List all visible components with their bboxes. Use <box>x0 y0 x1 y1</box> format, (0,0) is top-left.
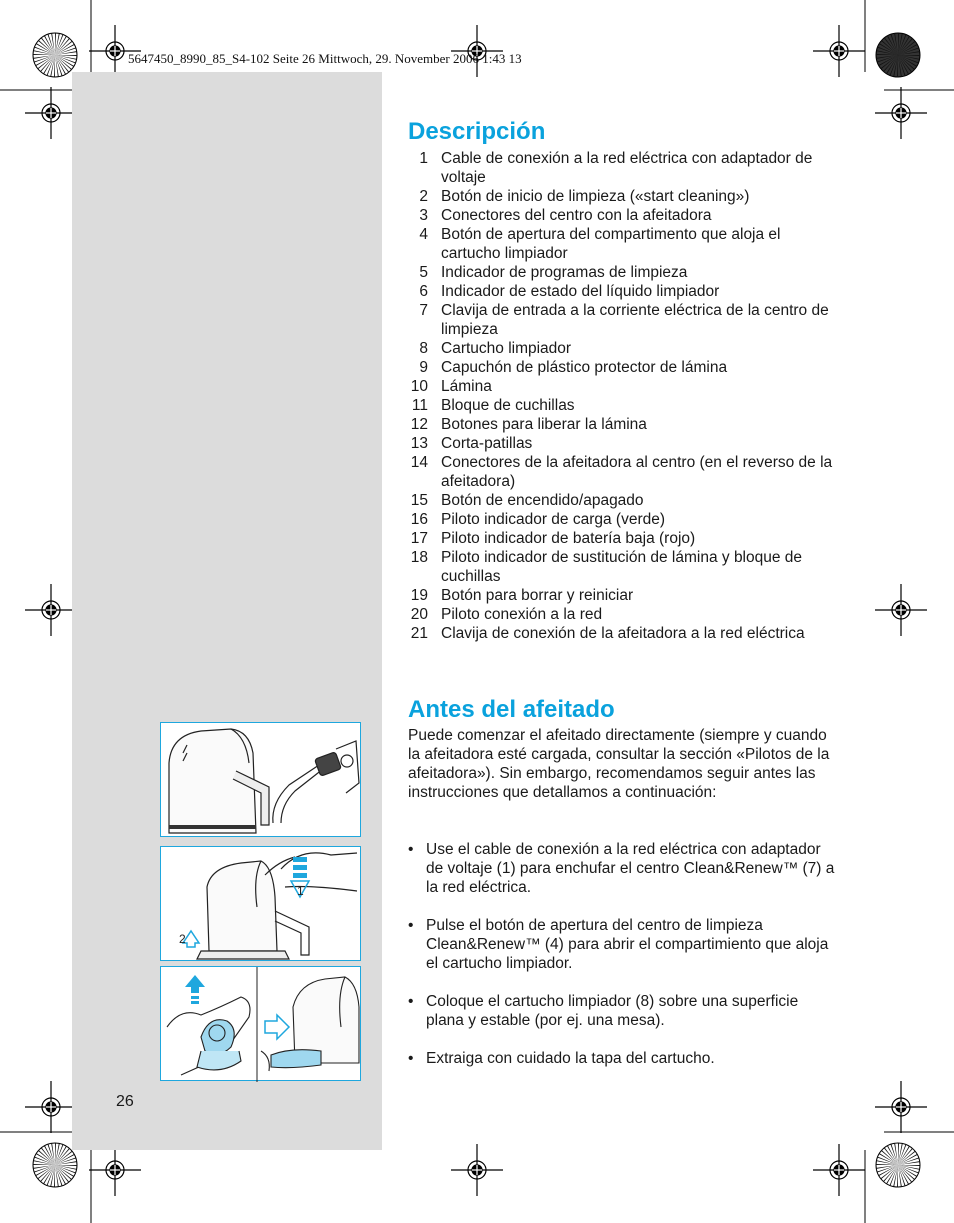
bullet-dot: • <box>408 1050 414 1067</box>
description-item-number: 19 <box>410 587 428 604</box>
registration-mark <box>25 1081 77 1133</box>
registration-mark <box>89 1144 141 1196</box>
description-item <box>408 377 848 396</box>
description-list <box>408 149 848 643</box>
description-item-text: Cable de conexión a la red eléctrica con adaptador de voltaje <box>441 150 813 186</box>
description-item <box>408 624 848 643</box>
starburst-target <box>33 1143 77 1187</box>
description-item-number: 10 <box>410 378 428 395</box>
registration-mark <box>813 1144 865 1196</box>
bullet-text: Pulse el botón de apertura del centro de limpieza Clean&Renew™ (4) para abrir el compartimiento que aloja el cartucho limpiador. <box>426 917 829 972</box>
starburst-target <box>876 33 920 77</box>
bullet-text: Coloque el cartucho limpiador (8) sobre una superficie plana y estable (por ej. una mesa). <box>426 993 799 1029</box>
description-item <box>408 339 848 358</box>
description-item <box>408 301 848 339</box>
description-item-text: Botón de encendido/apagado <box>441 492 644 509</box>
bullet-text: Extraiga con cuidado la tapa del cartucho. <box>426 1050 715 1067</box>
figure-callout-2: 2 <box>179 932 186 946</box>
bullet-dot: • <box>408 917 414 934</box>
bullet-item <box>408 992 838 1030</box>
description-item-number: 20 <box>410 606 428 623</box>
page-number: 26 <box>116 1093 134 1110</box>
description-item-number: 4 <box>419 226 428 243</box>
description-item-text: Botón de apertura del compartimento que aloja el cartucho limpiador <box>441 226 781 262</box>
registration-mark <box>813 25 865 77</box>
description-item <box>408 282 848 301</box>
before-shaving-intro: Puede comenzar el afeitado directamente (siempre y cuando la afeitadora esté cargada, consultar la sección «Pilotos de la afeitadora»). Sin embargo, recomendamos seguir antes las instrucciones que detallamos a continuación: <box>408 727 830 801</box>
figure-open-compartment <box>160 846 361 961</box>
description-item-number: 17 <box>410 530 428 547</box>
description-item-text: Piloto indicador de carga (verde) <box>441 511 666 528</box>
description-item <box>408 225 848 263</box>
description-item-text: Capuchón de plástico protector de lámina <box>441 359 728 376</box>
figure-callout-1: 1 <box>297 884 304 898</box>
bullet-item <box>408 1049 838 1068</box>
description-item-number: 14 <box>410 454 428 471</box>
description-item-number: 9 <box>419 359 428 376</box>
description-item-text: Clavija de conexión de la afeitadora a la red eléctrica <box>441 625 805 642</box>
description-item-number: 6 <box>419 283 428 300</box>
figure-cartridge <box>160 966 361 1081</box>
before-shaving-heading: Antes del afeitado <box>408 696 615 723</box>
description-item-text: Botones para liberar la lámina <box>441 416 647 433</box>
description-item-text: Indicador de programas de limpieza <box>441 264 688 281</box>
description-item <box>408 187 848 206</box>
description-item-text: Cartucho limpiador <box>441 340 572 357</box>
description-heading: Descripción <box>408 118 546 145</box>
description-item-text: Clavija de entrada a la corriente eléctrica de la centro de limpieza <box>441 302 829 338</box>
description-item-number: 1 <box>419 150 428 167</box>
description-item-number: 2 <box>419 188 428 205</box>
registration-mark <box>25 584 77 636</box>
description-item-number: 18 <box>410 549 428 566</box>
description-item-number: 3 <box>419 207 428 224</box>
description-item <box>408 396 848 415</box>
starburst-target <box>876 1143 920 1187</box>
description-item <box>408 510 848 529</box>
registration-mark <box>875 87 927 139</box>
open-compartment-illustration <box>161 847 362 962</box>
description-item <box>408 586 848 605</box>
description-item-number: 13 <box>410 435 428 452</box>
description-item-number: 21 <box>410 625 428 642</box>
description-item <box>408 491 848 510</box>
description-item-text: Indicador de estado del líquido limpiador <box>441 283 720 300</box>
description-item <box>408 206 848 225</box>
bullet-item <box>408 916 838 973</box>
description-item-text: Lámina <box>441 378 492 395</box>
description-item-number: 7 <box>419 302 428 319</box>
plug-illustration <box>161 723 362 838</box>
description-item-text: Conectores del centro con la afeitadora <box>441 207 712 224</box>
description-item <box>408 605 848 624</box>
description-item-text: Botón para borrar y reiniciar <box>441 587 634 604</box>
cartridge-illustration <box>161 967 362 1082</box>
description-item-text: Conectores de la afeitadora al centro (en el reverso de la afeitadora) <box>441 454 833 490</box>
description-item-text: Botón de inicio de limpieza («start cleaning») <box>441 188 750 205</box>
figure-plug-in <box>160 722 361 837</box>
description-item <box>408 415 848 434</box>
description-item-text: Piloto conexión a la red <box>441 606 603 623</box>
print-slug-line: 5647450_8990_85_S4-102 Seite 26 Mittwoch, 29. November 2006 1:43 13 <box>128 51 522 66</box>
description-item <box>408 548 848 586</box>
description-item-number: 16 <box>410 511 428 528</box>
registration-mark <box>875 584 927 636</box>
registration-mark <box>451 1144 503 1196</box>
description-item-text: Corta-patillas <box>441 435 533 452</box>
description-item <box>408 434 848 453</box>
description-item <box>408 263 848 282</box>
bullet-item <box>408 840 838 897</box>
description-item-number: 15 <box>410 492 428 509</box>
description-item-number: 12 <box>410 416 428 433</box>
description-item-number: 11 <box>411 397 428 414</box>
bullet-dot: • <box>408 841 414 858</box>
registration-mark <box>875 1081 927 1133</box>
description-item <box>408 529 848 548</box>
description-item-number: 8 <box>419 340 428 357</box>
bullet-text: Use el cable de conexión a la red eléctrica con adaptador de voltaje (1) para enchufar el centro Clean&Renew™ (7) a la red eléctrica. <box>426 841 835 896</box>
description-item <box>408 453 848 491</box>
description-item-number: 5 <box>419 264 428 281</box>
starburst-target <box>33 33 77 77</box>
description-item <box>408 358 848 377</box>
description-item <box>408 149 848 187</box>
registration-mark <box>25 87 77 139</box>
description-item-text: Piloto indicador de batería baja (rojo) <box>441 530 696 547</box>
description-item-text: Piloto indicador de sustitución de lámina y bloque de cuchillas <box>441 549 803 585</box>
bullet-dot: • <box>408 993 414 1010</box>
description-item-text: Bloque de cuchillas <box>441 397 575 414</box>
